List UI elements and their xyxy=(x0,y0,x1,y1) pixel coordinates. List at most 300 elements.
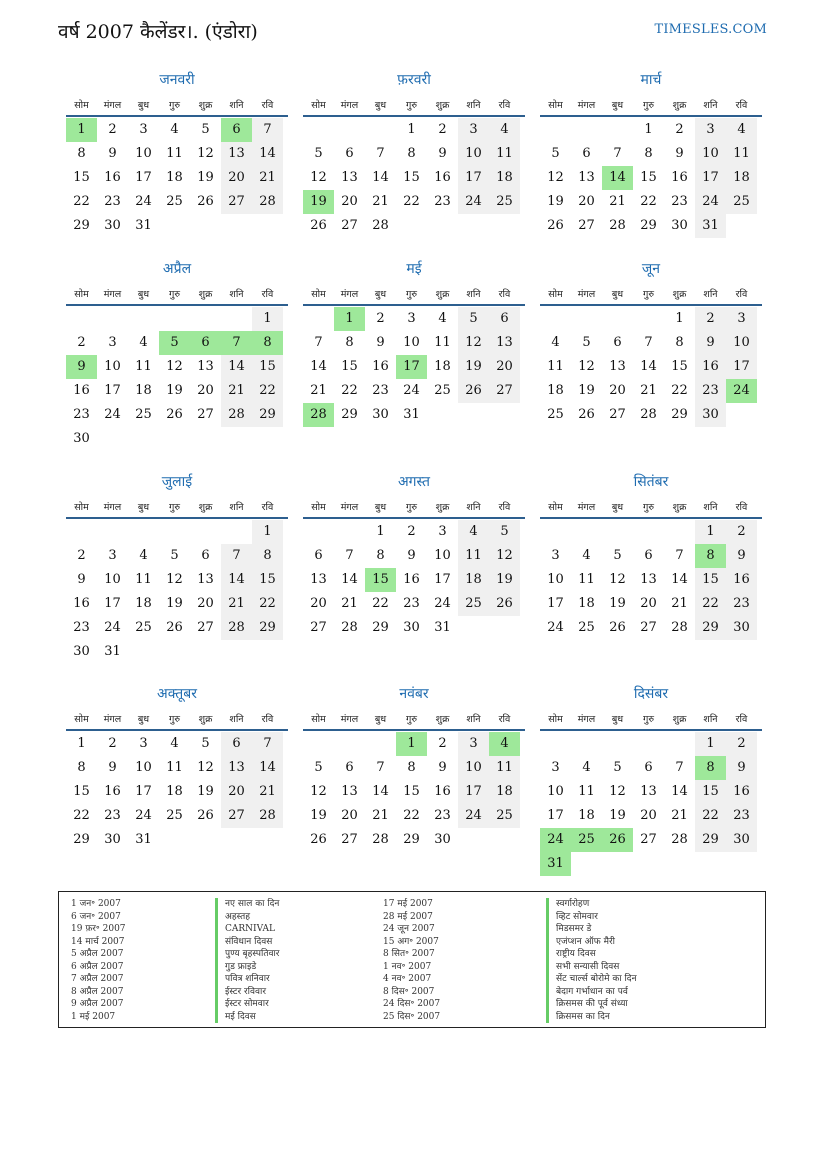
weekday-label: शनि xyxy=(229,100,244,111)
holiday-name: बेदाग गर्भाधान का पर्व xyxy=(546,986,637,999)
weekday-label: बुध xyxy=(611,502,624,513)
day-cell: 12 xyxy=(197,146,214,161)
day-cell: 22 xyxy=(341,383,358,398)
day-cell: 21 xyxy=(310,383,327,398)
day-cell: 26 xyxy=(310,218,327,233)
day-cell: 22 xyxy=(252,379,283,403)
day-cell: 27 xyxy=(221,804,252,828)
day-cell: 10 xyxy=(434,548,451,563)
day-cell: 28 xyxy=(252,804,283,828)
weekday-label: बुध xyxy=(611,100,624,111)
holiday-name: मई दिवस xyxy=(215,1011,279,1024)
day-cell: 4 xyxy=(551,335,560,350)
day-cell: 21 xyxy=(252,166,283,190)
month-name: फ़रवरी xyxy=(397,72,431,88)
day-cell: 24 xyxy=(104,620,121,635)
day-cell: 2 xyxy=(726,732,757,756)
day-cell: 7 xyxy=(644,335,653,350)
weekday-label: शुक्र xyxy=(672,502,687,513)
holiday-name: ईस्टर सोमवार xyxy=(215,998,279,1011)
day-cell: 1 xyxy=(644,122,653,137)
day-cell: 19 xyxy=(609,808,626,823)
day-cell: 28 xyxy=(252,190,283,214)
day-cell: 4 xyxy=(170,122,179,137)
day-cell: 30 xyxy=(403,620,420,635)
day-cell: 18 xyxy=(578,808,595,823)
day-cell: 19 xyxy=(166,383,183,398)
day-cell: 16 xyxy=(372,359,389,374)
month-name: जून xyxy=(641,261,661,277)
day-cell: 12 xyxy=(489,544,520,568)
day-cell: 30 xyxy=(726,828,757,852)
day-cell: 10 xyxy=(104,359,121,374)
day-cell: 22 xyxy=(640,194,657,209)
day-cell: 28 xyxy=(372,832,389,847)
holiday-name: ईस्टर रविवार xyxy=(215,986,279,999)
day-cell: 31 xyxy=(135,832,152,847)
day-cell: 14 xyxy=(221,568,252,592)
day-cell: 23 xyxy=(73,407,90,422)
day-cell: 20 xyxy=(640,596,657,611)
day-cell: 17 xyxy=(726,355,757,379)
day-cell: 2 xyxy=(726,520,757,544)
day-cell: 13 xyxy=(640,784,657,799)
day-cell: 21 xyxy=(341,596,358,611)
day-cell: 25 xyxy=(135,620,152,635)
day-cell: 6 xyxy=(582,146,591,161)
day-cell: 25 xyxy=(547,407,564,422)
day-cell: 26 xyxy=(197,808,214,823)
weekday-label: शनि xyxy=(466,289,481,300)
day-cell: 19 xyxy=(609,596,626,611)
day-cell: 30 xyxy=(104,218,121,233)
day-cell: 31 xyxy=(434,620,451,635)
day-cell: 29 xyxy=(695,828,726,852)
day-cell: 9 xyxy=(726,756,757,780)
weekday-label: बुध xyxy=(137,714,150,725)
day-cell: 9 xyxy=(695,331,726,355)
weekday-label: सोम xyxy=(548,714,563,725)
day-cell: 4 xyxy=(139,335,148,350)
day-cell: 28 xyxy=(341,620,358,635)
day-cell: 29 xyxy=(640,218,657,233)
day-cell: 24 xyxy=(434,596,451,611)
weekday-header-row xyxy=(303,711,525,731)
day-cell: 20 xyxy=(221,780,252,804)
day-cell: 11 xyxy=(458,544,489,568)
day-cell: 7 xyxy=(675,760,684,775)
day-cell: 3 xyxy=(139,122,148,137)
day-cell: 3 xyxy=(551,548,560,563)
day-cell: 22 xyxy=(695,804,726,828)
day-cell: 11 xyxy=(547,359,564,374)
weekday-label: रवि xyxy=(735,714,748,725)
day-cell: 20 xyxy=(640,808,657,823)
day-cell: 7 xyxy=(345,548,354,563)
day-cell: 12 xyxy=(310,784,327,799)
holiday-date: 7 अप्रैल 2007 xyxy=(71,974,124,984)
month-name: मई xyxy=(406,261,422,277)
holiday-name: क्रिसमस की पूर्व संध्या xyxy=(546,998,637,1011)
day-cell: 3 xyxy=(695,118,726,142)
day-cell: 10 xyxy=(135,760,152,775)
day-cell: 15 xyxy=(695,780,726,804)
weekday-label: बुध xyxy=(137,289,150,300)
day-cell: 1 xyxy=(252,520,283,544)
day-cell: 11 xyxy=(726,142,757,166)
day-cell: 21 xyxy=(252,780,283,804)
day-cell: 17 xyxy=(104,596,121,611)
weekday-label: गुरु xyxy=(168,502,181,513)
day-cell: 27 xyxy=(578,218,595,233)
weekday-label: गुरु xyxy=(168,100,181,111)
holiday-day-cell: 7 xyxy=(221,331,252,355)
day-cell: 27 xyxy=(640,620,657,635)
day-cell: 1 xyxy=(675,311,684,326)
day-cell: 24 xyxy=(135,808,152,823)
day-cell: 2 xyxy=(675,122,684,137)
day-cell: 13 xyxy=(221,756,252,780)
weekday-label: शुक्र xyxy=(435,714,450,725)
holiday-name: व्हिट सोमवार xyxy=(546,911,637,924)
day-cell: 20 xyxy=(341,194,358,209)
day-cell: 11 xyxy=(135,572,152,587)
month-name: अगस्त xyxy=(397,474,430,490)
day-cell: 21 xyxy=(221,592,252,616)
day-cell: 16 xyxy=(671,170,688,185)
day-cell: 15 xyxy=(640,170,657,185)
day-cell: 23 xyxy=(73,620,90,635)
holiday-name: मिडसमर डे xyxy=(546,923,637,936)
day-cell: 27 xyxy=(341,218,358,233)
day-cell: 13 xyxy=(489,331,520,355)
holiday-names-column-2 xyxy=(546,898,637,1023)
holiday-day-cell: 24 xyxy=(726,379,757,403)
day-cell: 28 xyxy=(372,218,389,233)
day-cell: 23 xyxy=(104,808,121,823)
day-cell: 26 xyxy=(197,194,214,209)
day-cell: 6 xyxy=(345,146,354,161)
weekday-header-row xyxy=(540,711,762,731)
day-cell: 29 xyxy=(252,403,283,427)
day-cell: 27 xyxy=(609,407,626,422)
day-cell: 21 xyxy=(609,194,626,209)
day-cell: 18 xyxy=(489,780,520,804)
day-cell: 30 xyxy=(434,832,451,847)
weekday-label: सोम xyxy=(74,714,89,725)
day-cell: 6 xyxy=(345,760,354,775)
weekday-label: शनि xyxy=(229,289,244,300)
day-cell: 5 xyxy=(613,760,622,775)
day-cell: 17 xyxy=(135,784,152,799)
day-cell: 8 xyxy=(407,146,416,161)
day-cell: 23 xyxy=(372,383,389,398)
weekday-label: सोम xyxy=(311,714,326,725)
day-cell: 12 xyxy=(310,170,327,185)
weekday-label: रवि xyxy=(498,714,511,725)
day-cell: 2 xyxy=(438,736,447,751)
day-cell: 5 xyxy=(551,146,560,161)
day-cell: 9 xyxy=(726,544,757,568)
month-calendar xyxy=(66,684,288,884)
weekday-label: मंगल xyxy=(103,714,122,725)
day-cell: 23 xyxy=(726,592,757,616)
weekday-label: रवि xyxy=(498,100,511,111)
day-cell: 30 xyxy=(372,407,389,422)
month-calendar xyxy=(66,70,288,270)
day-cell: 5 xyxy=(201,122,210,137)
day-cell: 3 xyxy=(458,732,489,756)
day-cell: 23 xyxy=(434,194,451,209)
day-cell: 14 xyxy=(341,572,358,587)
day-cell: 27 xyxy=(310,620,327,635)
day-cell: 9 xyxy=(438,760,447,775)
day-cell: 13 xyxy=(341,784,358,799)
holiday-name: एजंप्शन ऑफ मैरी xyxy=(546,936,637,949)
holiday-date: 1 नव॰ 2007 xyxy=(383,961,432,972)
weekday-label: मंगल xyxy=(340,502,359,513)
day-cell: 8 xyxy=(675,335,684,350)
holiday-day-cell: 14 xyxy=(602,166,633,190)
day-cell: 16 xyxy=(726,780,757,804)
day-cell: 22 xyxy=(73,194,90,209)
holiday-day-cell: 31 xyxy=(540,852,571,876)
day-cell: 7 xyxy=(376,760,385,775)
day-cell: 2 xyxy=(407,524,416,539)
weekday-header-row xyxy=(66,711,288,731)
weekday-label: बुध xyxy=(374,714,387,725)
day-cell: 14 xyxy=(252,142,283,166)
day-cell: 12 xyxy=(166,572,183,587)
day-cell: 26 xyxy=(547,218,564,233)
day-cell: 12 xyxy=(458,331,489,355)
day-cell: 15 xyxy=(403,170,420,185)
day-cell: 9 xyxy=(108,760,117,775)
day-cell: 8 xyxy=(77,760,86,775)
day-cell: 26 xyxy=(609,620,626,635)
day-cell: 11 xyxy=(489,756,520,780)
weekday-label: गुरु xyxy=(168,714,181,725)
holiday-date: 5 अप्रैल 2007 xyxy=(71,949,124,959)
day-cell: 27 xyxy=(197,620,214,635)
day-cell: 10 xyxy=(104,572,121,587)
weekday-label: गुरु xyxy=(405,100,418,111)
day-cell: 3 xyxy=(108,548,117,563)
day-cell: 20 xyxy=(578,194,595,209)
day-cell: 7 xyxy=(376,146,385,161)
weekday-header-row xyxy=(66,499,288,519)
day-cell: 10 xyxy=(458,142,489,166)
day-cell: 10 xyxy=(547,784,564,799)
day-cell: 18 xyxy=(726,166,757,190)
weekday-label: शनि xyxy=(703,289,718,300)
weekday-label: सोम xyxy=(311,502,326,513)
holiday-day-cell: 1 xyxy=(334,307,365,331)
day-cell: 15 xyxy=(671,359,688,374)
day-cell: 11 xyxy=(434,335,451,350)
day-cell: 13 xyxy=(341,170,358,185)
month-name: अप्रैल xyxy=(162,261,192,277)
day-cell: 8 xyxy=(252,544,283,568)
day-cell: 23 xyxy=(671,194,688,209)
day-cell: 9 xyxy=(77,572,86,587)
weekday-label: रवि xyxy=(498,502,511,513)
day-cell: 5 xyxy=(582,335,591,350)
weekday-header-row xyxy=(66,286,288,306)
holiday-day-cell: 26 xyxy=(602,828,633,852)
weekday-label: शुक्र xyxy=(672,100,687,111)
month-calendar xyxy=(303,70,525,270)
day-cell: 27 xyxy=(341,832,358,847)
day-cell: 18 xyxy=(135,383,152,398)
day-cell: 27 xyxy=(489,379,520,403)
day-cell: 22 xyxy=(252,592,283,616)
day-cell: 29 xyxy=(372,620,389,635)
month-name: नवंबर xyxy=(399,686,429,702)
weekday-label: सोम xyxy=(311,289,326,300)
day-cell: 3 xyxy=(108,335,117,350)
day-cell: 15 xyxy=(252,355,283,379)
weekday-label: शुक्र xyxy=(672,714,687,725)
day-cell: 3 xyxy=(726,307,757,331)
day-cell: 3 xyxy=(551,760,560,775)
day-cell: 8 xyxy=(376,548,385,563)
day-cell: 19 xyxy=(458,355,489,379)
day-cell: 24 xyxy=(135,194,152,209)
holiday-date: 1 मई 2007 xyxy=(71,1011,116,1022)
weekday-label: सोम xyxy=(311,100,326,111)
holiday-name: सभी सन्यासी दिवस xyxy=(546,961,637,974)
month-calendar xyxy=(303,259,525,459)
day-cell: 6 xyxy=(201,548,210,563)
day-cell: 19 xyxy=(547,194,564,209)
day-cell: 1 xyxy=(252,307,283,331)
day-cell: 11 xyxy=(578,784,595,799)
day-cell: 21 xyxy=(640,383,657,398)
holiday-name: अहस्तह xyxy=(215,911,279,924)
day-cell: 2 xyxy=(438,122,447,137)
holiday-name: सेंट चार्ल्स बोरोमे का दिन xyxy=(546,973,637,986)
day-cell: 26 xyxy=(489,592,520,616)
day-cell: 15 xyxy=(73,784,90,799)
day-cell: 7 xyxy=(221,544,252,568)
weekday-label: मंगल xyxy=(577,289,596,300)
day-cell: 16 xyxy=(104,170,121,185)
day-cell: 16 xyxy=(695,355,726,379)
day-cell: 11 xyxy=(166,146,183,161)
day-cell: 27 xyxy=(197,407,214,422)
weekday-label: गुरु xyxy=(405,289,418,300)
weekday-header-row xyxy=(540,499,762,519)
day-cell: 18 xyxy=(578,596,595,611)
day-cell: 16 xyxy=(434,784,451,799)
day-cell: 7 xyxy=(252,732,283,756)
day-cell: 10 xyxy=(458,756,489,780)
weekday-label: शुक्र xyxy=(435,502,450,513)
day-cell: 17 xyxy=(434,572,451,587)
weekday-label: मंगल xyxy=(577,502,596,513)
day-cell: 14 xyxy=(671,572,688,587)
day-cell: 22 xyxy=(403,194,420,209)
weekday-label: रवि xyxy=(735,289,748,300)
holiday-name: गुड फ्राइडे xyxy=(215,961,279,974)
day-cell: 16 xyxy=(104,784,121,799)
holiday-day-cell: 1 xyxy=(66,118,97,142)
day-cell: 8 xyxy=(77,146,86,161)
day-cell: 22 xyxy=(695,592,726,616)
day-cell: 5 xyxy=(314,760,323,775)
weekday-header-row xyxy=(303,286,525,306)
month-name: सितंबर xyxy=(633,474,669,490)
holiday-date: 1 जन॰ 2007 xyxy=(71,899,121,909)
month-calendar xyxy=(540,259,762,459)
site-link[interactable]: TIMESLES.COM xyxy=(654,22,767,37)
day-cell: 29 xyxy=(695,616,726,640)
day-cell: 5 xyxy=(170,548,179,563)
holiday-date: 24 दिस॰ 2007 xyxy=(383,999,441,1009)
month-name: दिसंबर xyxy=(633,686,669,702)
day-cell: 20 xyxy=(341,808,358,823)
day-cell: 22 xyxy=(403,808,420,823)
weekday-label: गुरु xyxy=(168,289,181,300)
day-cell: 11 xyxy=(489,142,520,166)
holiday-date: 15 अग॰ 2007 xyxy=(383,936,439,947)
day-cell: 3 xyxy=(438,524,447,539)
day-cell: 16 xyxy=(434,170,451,185)
day-cell: 22 xyxy=(372,596,389,611)
holiday-day-cell: 6 xyxy=(190,331,221,355)
month-calendar xyxy=(540,70,762,270)
weekday-label: बुध xyxy=(137,100,150,111)
day-cell: 14 xyxy=(372,784,389,799)
holiday-day-cell: 5 xyxy=(159,331,190,355)
day-cell: 17 xyxy=(547,808,564,823)
weekday-label: शनि xyxy=(466,714,481,725)
weekday-header-row xyxy=(540,286,762,306)
day-cell: 13 xyxy=(640,572,657,587)
holiday-date: 19 फ़र॰ 2007 xyxy=(71,924,126,934)
day-cell: 24 xyxy=(104,407,121,422)
day-cell: 15 xyxy=(341,359,358,374)
day-cell: 17 xyxy=(458,166,489,190)
holiday-name: CARNIVAL xyxy=(215,923,279,936)
day-cell: 18 xyxy=(434,359,451,374)
weekday-label: गुरु xyxy=(642,100,655,111)
holiday-day-cell: 8 xyxy=(695,756,726,780)
day-cell: 12 xyxy=(197,760,214,775)
day-cell: 29 xyxy=(403,832,420,847)
day-cell: 6 xyxy=(644,548,653,563)
day-cell: 9 xyxy=(438,146,447,161)
day-cell: 10 xyxy=(726,331,757,355)
day-cell: 23 xyxy=(403,596,420,611)
day-cell: 21 xyxy=(671,596,688,611)
holiday-day-cell: 8 xyxy=(695,544,726,568)
day-cell: 17 xyxy=(135,170,152,185)
holiday-day-cell: 15 xyxy=(365,568,396,592)
month-calendar xyxy=(66,259,288,459)
weekday-label: रवि xyxy=(498,289,511,300)
holiday-date: 6 जन॰ 2007 xyxy=(71,911,121,922)
day-cell: 8 xyxy=(345,335,354,350)
day-cell: 2 xyxy=(77,548,86,563)
holiday-day-cell: 19 xyxy=(303,190,334,214)
day-cell: 13 xyxy=(197,359,214,374)
weekday-label: शुक्र xyxy=(198,289,213,300)
day-cell: 31 xyxy=(135,218,152,233)
holiday-name: क्रिसमस का दिन xyxy=(546,1011,637,1024)
weekday-label: शुक्र xyxy=(198,502,213,513)
